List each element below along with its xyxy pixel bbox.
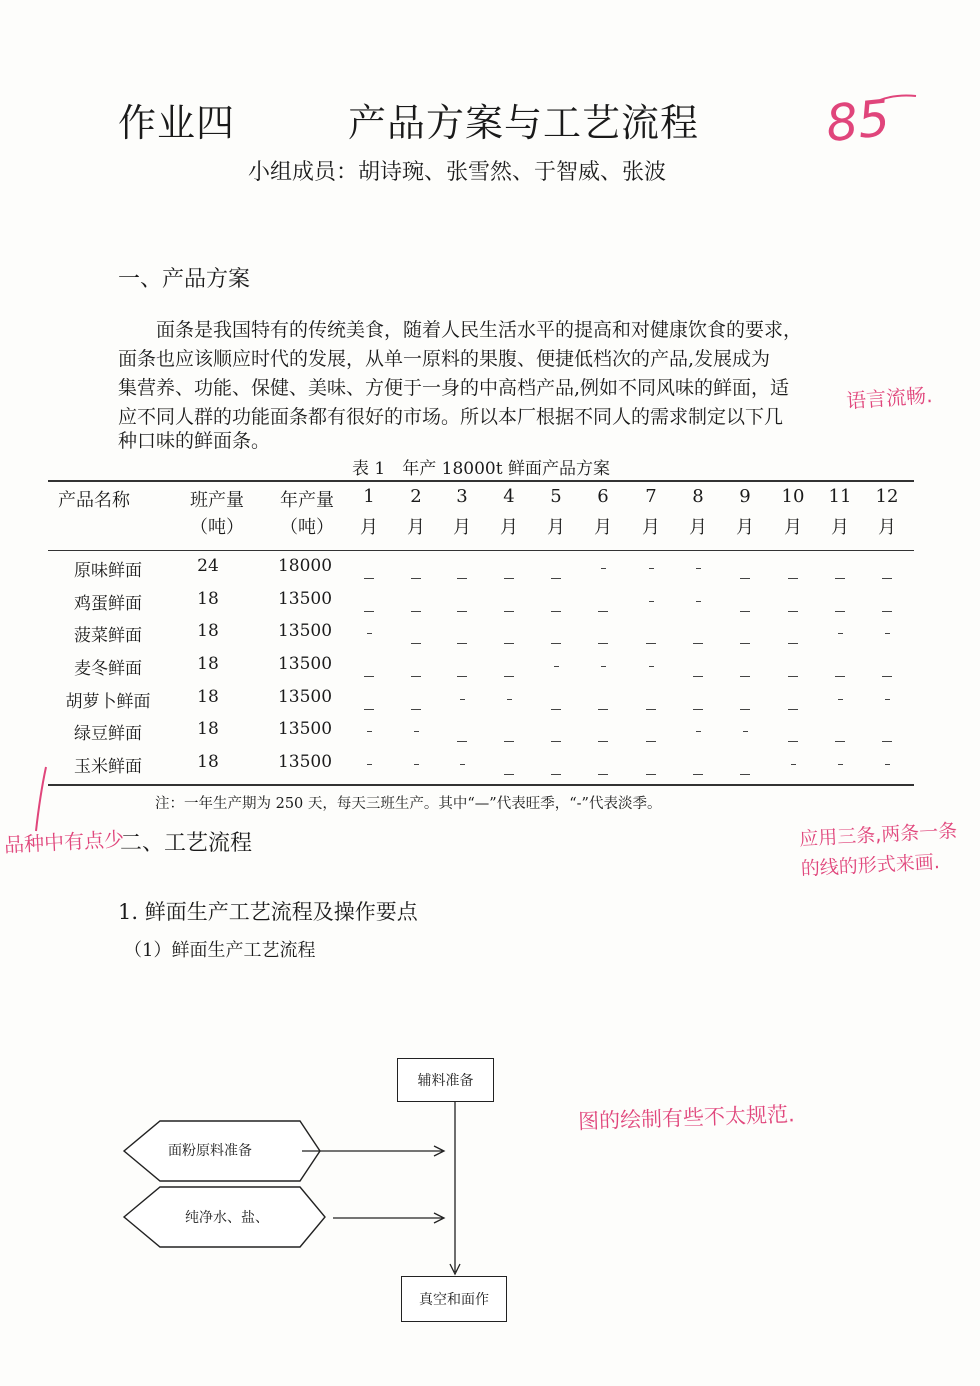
annotation-variety: 品种中有点少 bbox=[3, 826, 125, 858]
table-top-rule bbox=[48, 480, 914, 482]
off-season-mark bbox=[791, 764, 796, 765]
paragraph-line: 集营养、功能、保健、美味、方便于一身的中高档产品,例如不同风味的鲜面，适 bbox=[118, 377, 790, 399]
row-shift-output: 18 bbox=[197, 654, 219, 674]
header-month-number: 5 bbox=[550, 486, 562, 507]
header-month-number: 3 bbox=[456, 486, 468, 507]
table-mid-rule bbox=[48, 550, 914, 551]
peak-season-mark bbox=[740, 578, 750, 579]
peak-season-mark bbox=[551, 643, 561, 644]
header-month-unit: 月 bbox=[453, 517, 471, 538]
peak-season-mark bbox=[788, 741, 798, 742]
peak-season-mark bbox=[788, 709, 798, 710]
off-season-mark bbox=[367, 764, 372, 765]
row-product-name: 菠菜鲜面 bbox=[74, 626, 142, 646]
peak-season-mark bbox=[740, 611, 750, 612]
row-shift-output: 24 bbox=[197, 556, 219, 576]
row-product-name: 胡萝卜鲜面 bbox=[65, 692, 151, 712]
paragraph-line: 面条也应该顺应时代的发展，从单一原料的果腹、便捷低档次的产品,发展成为 bbox=[118, 348, 771, 370]
annotation-table-lines: 应用三条,两条一条的线的形式来画. bbox=[798, 820, 958, 881]
off-season-mark bbox=[696, 601, 701, 602]
row-shift-output: 18 bbox=[197, 589, 219, 609]
peak-season-mark bbox=[693, 676, 703, 677]
peak-season-mark bbox=[882, 611, 892, 612]
header-month-number: 1 bbox=[363, 486, 375, 507]
peak-season-mark bbox=[882, 578, 892, 579]
off-season-mark bbox=[601, 568, 606, 569]
peak-season-mark bbox=[646, 774, 656, 775]
header-month-number: 4 bbox=[503, 486, 515, 507]
row-annual-output: 18000 bbox=[277, 556, 333, 576]
header-month-number: 12 bbox=[875, 486, 899, 507]
peak-season-mark bbox=[457, 611, 467, 612]
header-month-unit: 月 bbox=[594, 517, 612, 538]
peak-season-mark bbox=[693, 709, 703, 710]
peak-season-mark bbox=[882, 741, 892, 742]
vacuum-mixing-box: 真空和面作 bbox=[401, 1276, 507, 1322]
peak-season-mark bbox=[646, 643, 656, 644]
header-annual-unit: （吨） bbox=[280, 517, 334, 538]
peak-season-mark bbox=[364, 611, 374, 612]
subheading-process-flow: （1）鲜面生产工艺流程 bbox=[124, 940, 316, 961]
row-product-name: 鸡蛋鲜面 bbox=[74, 594, 142, 614]
page-title-left: 作业四 bbox=[118, 101, 236, 145]
off-season-mark bbox=[696, 731, 701, 732]
row-product-name: 原味鲜面 bbox=[74, 561, 142, 581]
peak-season-mark bbox=[411, 709, 421, 710]
peak-season-mark bbox=[646, 709, 656, 710]
peak-season-mark bbox=[882, 676, 892, 677]
peak-season-mark bbox=[788, 578, 798, 579]
water-salt-label: 纯净水、盐、 bbox=[185, 1210, 269, 1226]
row-shift-output: 18 bbox=[197, 719, 219, 739]
header-month-number: 9 bbox=[739, 486, 751, 507]
peak-season-mark bbox=[598, 741, 608, 742]
off-season-mark bbox=[460, 764, 465, 765]
row-annual-output: 13500 bbox=[277, 621, 333, 641]
off-season-mark bbox=[838, 764, 843, 765]
off-season-mark bbox=[838, 633, 843, 634]
off-season-mark bbox=[885, 633, 890, 634]
off-season-mark bbox=[838, 699, 843, 700]
section-heading-process-flow: 二、工艺流程 bbox=[120, 831, 253, 856]
off-season-mark bbox=[414, 764, 419, 765]
row-annual-output: 13500 bbox=[277, 752, 333, 772]
row-shift-output: 18 bbox=[197, 621, 219, 641]
peak-season-mark bbox=[646, 741, 656, 742]
table-note: 注：一年生产期为 250 天，每天三班生产。其中“—”代表旺季，“-”代表淡季。 bbox=[155, 796, 662, 812]
peak-season-mark bbox=[740, 774, 750, 775]
off-season-mark bbox=[743, 731, 748, 732]
row-shift-output: 18 bbox=[197, 752, 219, 772]
off-season-mark bbox=[649, 568, 654, 569]
off-season-mark bbox=[554, 666, 559, 667]
peak-season-mark bbox=[788, 643, 798, 644]
peak-season-mark bbox=[598, 709, 608, 710]
peak-season-mark bbox=[411, 643, 421, 644]
header-month-unit: 月 bbox=[360, 517, 378, 538]
peak-season-mark bbox=[788, 611, 798, 612]
peak-season-mark bbox=[457, 741, 467, 742]
peak-season-mark bbox=[364, 709, 374, 710]
peak-season-mark bbox=[504, 741, 514, 742]
table-caption: 表 1 年产 18000t 鲜面产品方案 bbox=[352, 459, 610, 479]
peak-season-mark bbox=[364, 578, 374, 579]
peak-season-mark bbox=[551, 741, 561, 742]
section-heading-product-plan: 一、产品方案 bbox=[118, 267, 251, 292]
score-underline bbox=[878, 92, 918, 104]
peak-season-mark bbox=[457, 676, 467, 677]
off-season-mark bbox=[885, 699, 890, 700]
peak-season-mark bbox=[740, 709, 750, 710]
header-month-number: 11 bbox=[828, 486, 852, 507]
header-month-unit: 月 bbox=[831, 517, 849, 538]
header-month-number: 7 bbox=[645, 486, 657, 507]
off-season-mark bbox=[367, 633, 372, 634]
peak-season-mark bbox=[693, 643, 703, 644]
annotation-figure: 图的绘制有些不太规范. bbox=[577, 1102, 796, 1134]
annotation-language: 语言流畅. bbox=[845, 383, 934, 413]
peak-season-mark bbox=[835, 676, 845, 677]
off-season-mark bbox=[885, 764, 890, 765]
row-annual-output: 13500 bbox=[277, 589, 333, 609]
peak-season-mark bbox=[598, 774, 608, 775]
score-annotation: 85 bbox=[823, 88, 893, 154]
peak-season-mark bbox=[740, 676, 750, 677]
peak-season-mark bbox=[740, 643, 750, 644]
header-month-unit: 月 bbox=[642, 517, 660, 538]
flour-prep-label: 面粉原料准备 bbox=[168, 1143, 252, 1159]
peak-season-mark bbox=[551, 709, 561, 710]
paragraph-line: 应不同人群的功能面条都有很好的市场。所以本厂根据不同人的需求制定以下几 bbox=[118, 406, 784, 428]
peak-season-mark bbox=[504, 676, 514, 677]
off-season-mark bbox=[507, 699, 512, 700]
row-product-name: 玉米鲜面 bbox=[74, 757, 142, 777]
header-month-unit: 月 bbox=[736, 517, 754, 538]
paragraph-line: 种口味的鲜面条。 bbox=[118, 430, 271, 452]
peak-season-mark bbox=[504, 611, 514, 612]
peak-season-mark bbox=[364, 676, 374, 677]
header-product-name: 产品名称 bbox=[58, 490, 130, 511]
header-month-number: 6 bbox=[597, 486, 609, 507]
off-season-mark bbox=[696, 568, 701, 569]
row-product-name: 绿豆鲜面 bbox=[74, 724, 142, 744]
header-month-number: 2 bbox=[410, 486, 422, 507]
page-title-right: 产品方案与工艺流程 bbox=[348, 101, 700, 145]
header-month-unit: 月 bbox=[407, 517, 425, 538]
subheading-process-and-points: 1. 鲜面生产工艺流程及操作要点 bbox=[118, 900, 418, 924]
row-product-name: 麦冬鲜面 bbox=[74, 659, 142, 679]
peak-season-mark bbox=[598, 643, 608, 644]
peak-season-mark bbox=[835, 741, 845, 742]
peak-season-mark bbox=[788, 676, 798, 677]
off-season-mark bbox=[601, 666, 606, 667]
peak-season-mark bbox=[551, 611, 561, 612]
paragraph-line: 面条是我国特有的传统美食，随着人民生活水平的提高和对健康饮食的要求， bbox=[118, 319, 803, 341]
off-season-mark bbox=[460, 699, 465, 700]
peak-season-mark bbox=[551, 578, 561, 579]
peak-season-mark bbox=[835, 611, 845, 612]
off-season-mark bbox=[414, 731, 419, 732]
peak-season-mark bbox=[411, 578, 421, 579]
peak-season-mark bbox=[504, 643, 514, 644]
peak-season-mark bbox=[504, 774, 514, 775]
header-annual-output: 年产量 bbox=[280, 490, 334, 511]
header-month-number: 10 bbox=[781, 486, 805, 507]
peak-season-mark bbox=[551, 774, 561, 775]
peak-season-mark bbox=[693, 774, 703, 775]
row-shift-output: 18 bbox=[197, 687, 219, 707]
header-month-unit: 月 bbox=[547, 517, 565, 538]
table-bottom-rule bbox=[48, 784, 914, 786]
header-month-unit: 月 bbox=[878, 517, 896, 538]
off-season-mark bbox=[649, 601, 654, 602]
peak-season-mark bbox=[411, 611, 421, 612]
group-members: 小组成员：胡诗琬、张雪然、于智威、张波 bbox=[248, 160, 667, 185]
peak-season-mark bbox=[457, 643, 467, 644]
off-season-mark bbox=[649, 666, 654, 667]
annotation-left-stroke bbox=[30, 765, 50, 835]
off-season-mark bbox=[367, 731, 372, 732]
peak-season-mark bbox=[598, 611, 608, 612]
header-month-unit: 月 bbox=[784, 517, 802, 538]
header-month-number: 8 bbox=[692, 486, 704, 507]
row-annual-output: 13500 bbox=[277, 687, 333, 707]
header-month-unit: 月 bbox=[689, 517, 707, 538]
row-annual-output: 13500 bbox=[277, 654, 333, 674]
peak-season-mark bbox=[457, 578, 467, 579]
peak-season-mark bbox=[835, 578, 845, 579]
row-annual-output: 13500 bbox=[277, 719, 333, 739]
peak-season-mark bbox=[504, 578, 514, 579]
header-shift-unit: （吨） bbox=[190, 517, 244, 538]
header-shift-output: 班产量 bbox=[190, 490, 244, 511]
peak-season-mark bbox=[411, 676, 421, 677]
header-month-unit: 月 bbox=[500, 517, 518, 538]
aux-material-box: 辅料准备 bbox=[397, 1058, 494, 1102]
